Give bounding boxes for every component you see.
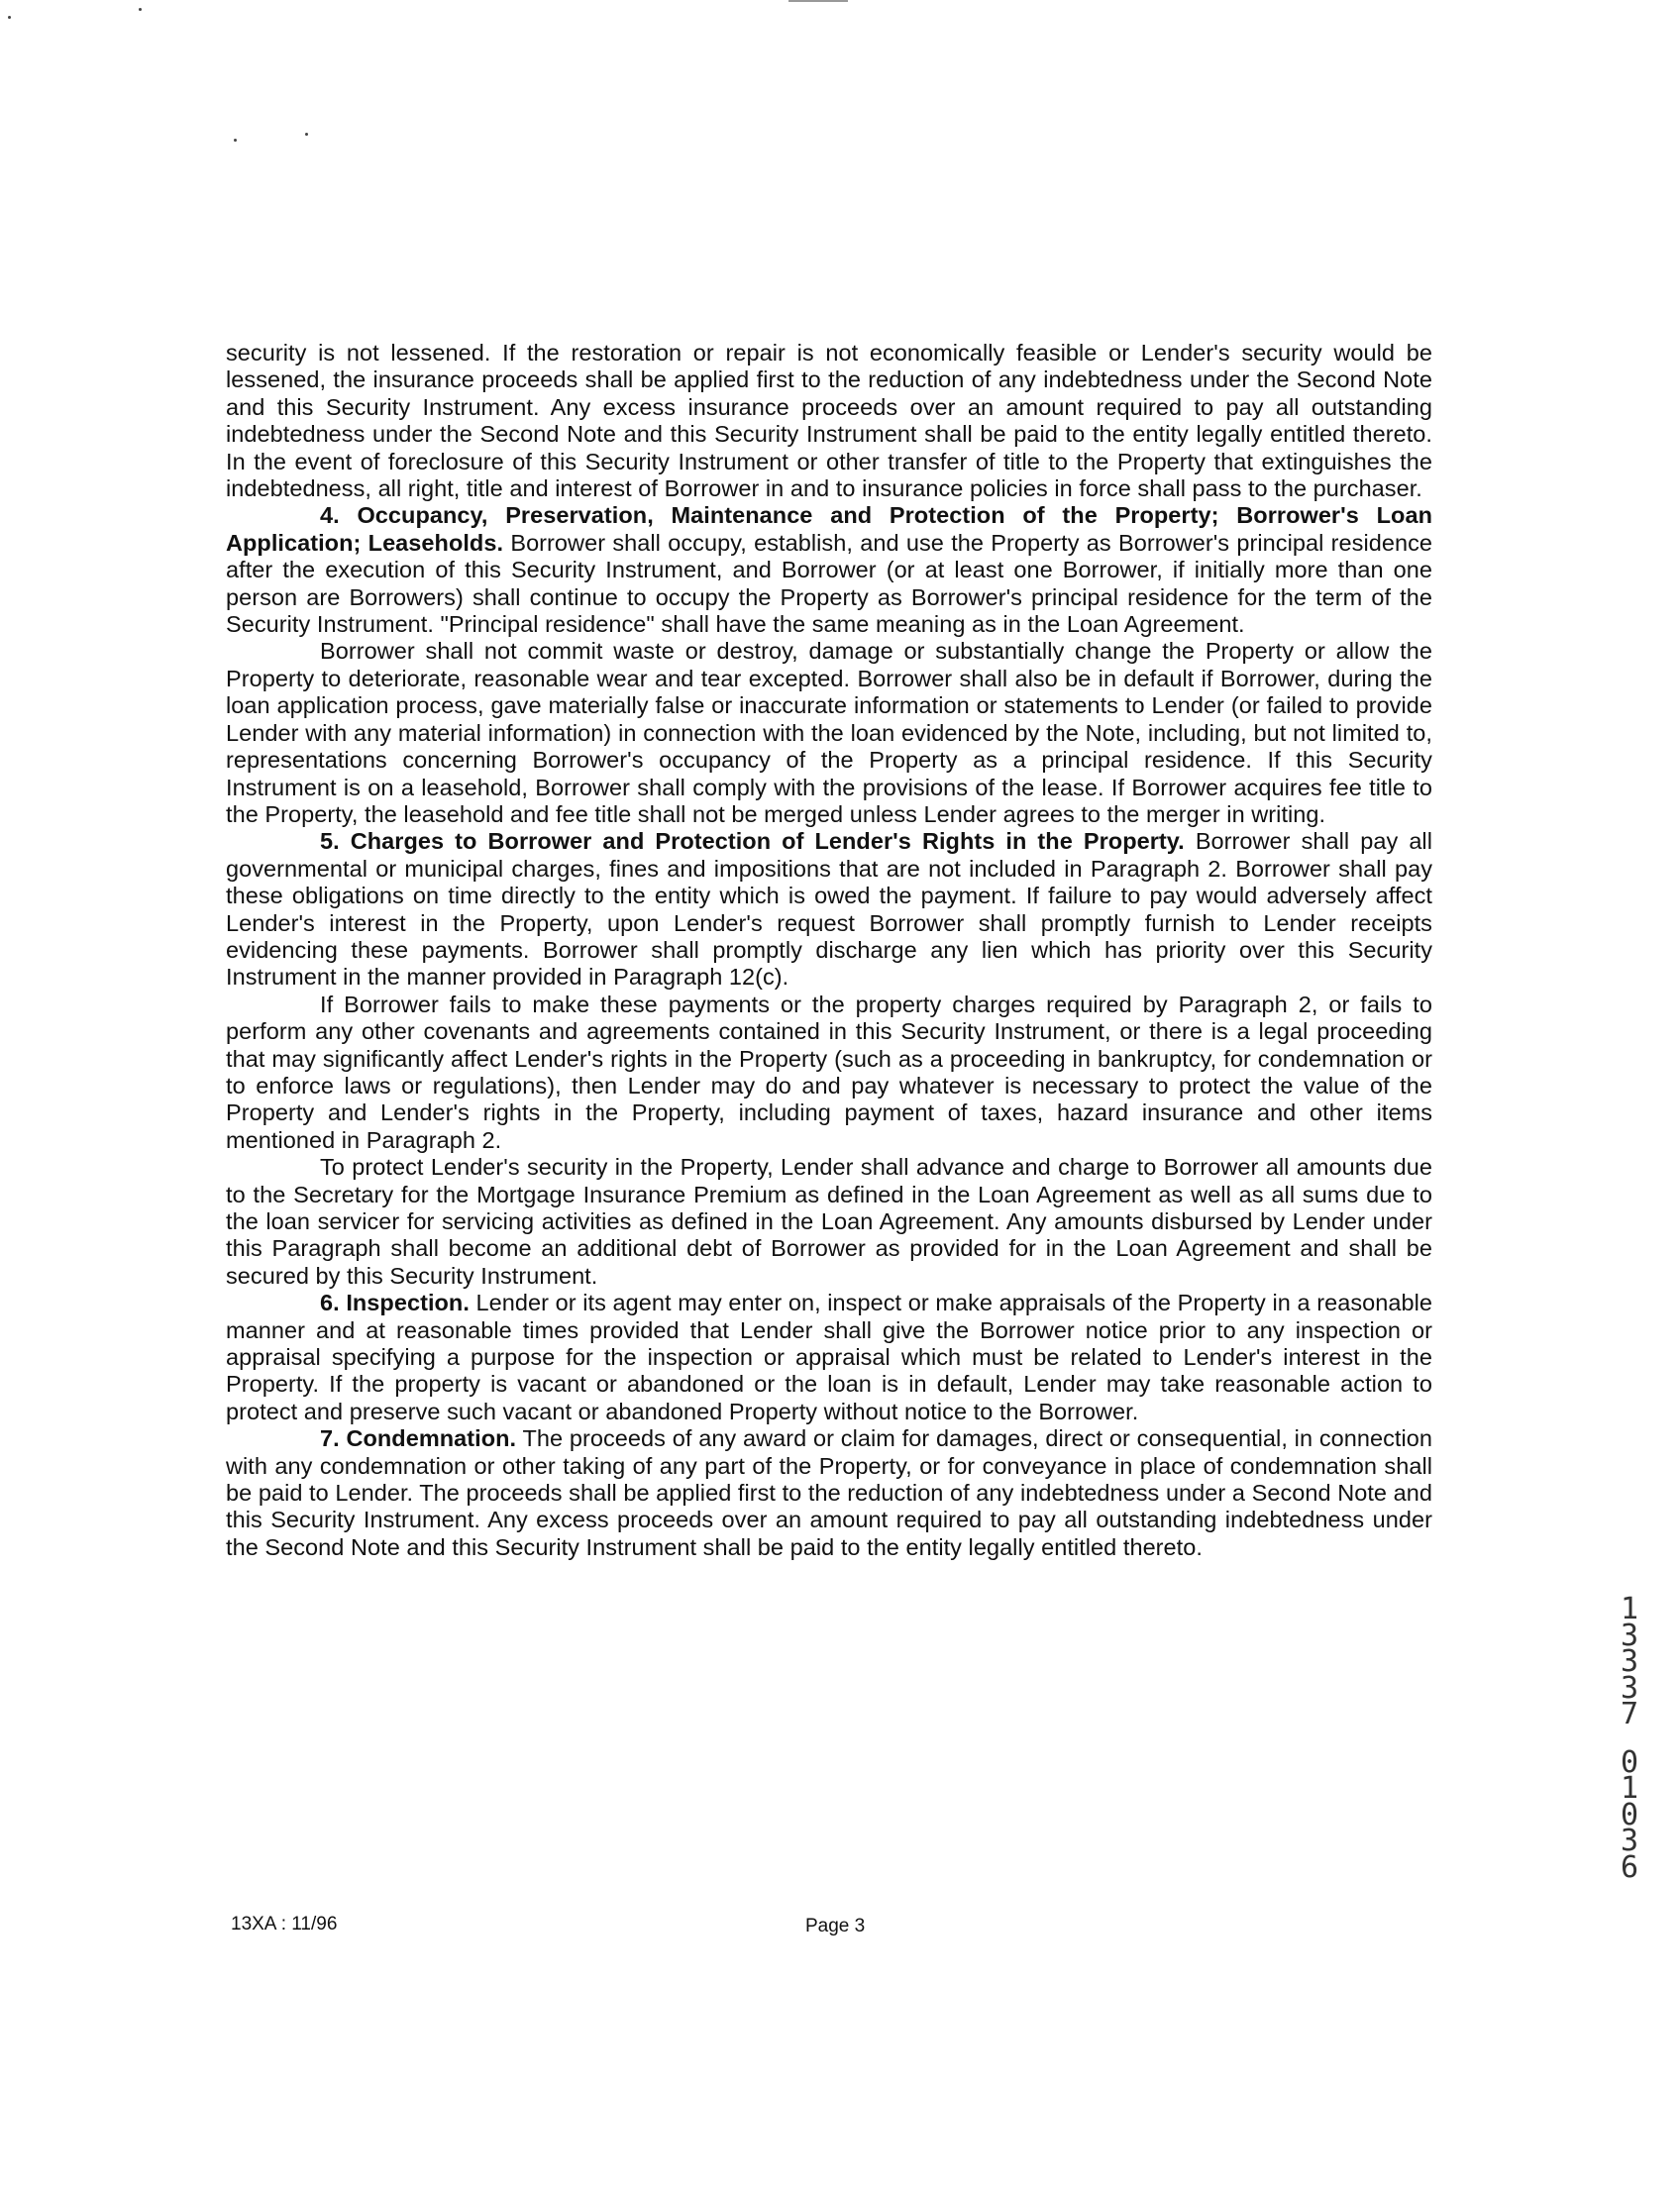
stamp-digit: 3 bbox=[1620, 1618, 1639, 1653]
paragraph-text: Borrower shall occupy, establish, and use the Property as Borrower's principal residence after the execution of this Security Instrument, and Borrower (or at least one Borrower, if initially more than one person are Borrowers) shall continue to occupy the Property as Borrower's principal residence for the term of the Security Instrument. "Principal residence" shall have the same meaning as in the Loan Agreement. bbox=[226, 529, 1432, 638]
scan-speck bbox=[305, 133, 308, 136]
paragraph-section-7 bbox=[226, 1425, 1432, 1561]
paragraph-insurance-continued bbox=[226, 340, 1432, 502]
paragraph-section-6 bbox=[226, 1290, 1432, 1425]
stamp-digit: 6 bbox=[1620, 1849, 1639, 1885]
paragraph-text: To protect Lender's security in the Property, Lender shall advance and charge to Borrower all amounts due to the Secretary for the Mortgage Insurance Premium as defined in the Loan Agreement as well as all sums due to the loan servicer for servicing activities as defined in the Loan Agreement. Any amounts disbursed by Lender under this Paragraph shall become an additional debt of Borrower as provided for in the Loan Agreement and shall be secured by this Security Instrument. bbox=[226, 1154, 1432, 1289]
stamp-digit: 3 bbox=[1620, 1824, 1639, 1858]
stamp-digit: 0 bbox=[1620, 1744, 1639, 1780]
page-number: Page 3 bbox=[805, 1916, 866, 1936]
stamp-digit: 0 bbox=[1620, 1797, 1639, 1832]
paragraph-section-5 bbox=[226, 828, 1432, 991]
form-code: 13XA : 11/96 bbox=[231, 1914, 338, 1935]
scan-speck bbox=[234, 139, 237, 142]
stamp-digit: 3 bbox=[1620, 1670, 1639, 1706]
scan-speck bbox=[139, 8, 142, 11]
scan-speck bbox=[8, 16, 11, 19]
section-title-condemnation: 7. Condemnation. bbox=[320, 1425, 517, 1452]
section-title-charges: 5. Charges to Borrower and Protection of Lender's Rights in the Property. bbox=[320, 828, 1185, 855]
paragraph-text: Borrower shall pay all governmental or municipal charges, fines and impositions that are not included in Paragraph 2. Borrower shall pay these obligations on time directly to the entity which is owed the payment. If failure to pay would adversely affect Lender's interest in the Property, upon Lender's request Borrower shall promptly furnish to Lender receipts evidencing these payments. Borrower shall promptly discharge any lien which has priority over this Security Instrument in the manner provided in Paragraph 12(c). bbox=[226, 828, 1432, 991]
section-title-occupancy: 4. Occupancy, Preservation, Maintenance and Protection of the Property; Borrower's Loan Application; Leaseholds. bbox=[226, 502, 1432, 556]
paragraph-text: The proceeds of any award or claim for damages, direct or consequential, in connection with any condemnation or other taking of any part of the Property, or for conveyance in place of condemnation shall be paid to Lender. The proceeds shall be applied first to the reduction of any indebtedness under a Second Note and this Security Instrument. Any excess proceeds over an amount required to pay all outstanding indebtedness under the Second Note and this Security Instrument shall be paid to the entity legally entitled thereto. bbox=[226, 1425, 1432, 1560]
document-body bbox=[226, 340, 1432, 1561]
paragraph-text: security is not lessened. If the restoration or repair is not economically feasible or Lender's security would be lessened, the insurance proceeds shall be applied first to the reduction of any indebtedness under the Second Note and this Security Instrument. Any excess insurance proceeds over an amount required to pay all outstanding indebtedness under the Second Note and this Security Instrument shall be paid to the entity legally entitled thereto. In the event of foreclosure of this Security Instrument or other transfer of title to the Property that extinguishes the indebtedness, all right, title and interest of Borrower in and to insurance policies in force shall pass to the purchaser. bbox=[226, 340, 1432, 502]
paragraph-failure-to-pay bbox=[226, 992, 1432, 1154]
paragraph-waste bbox=[226, 638, 1432, 828]
stamp-digit: 1 bbox=[1620, 1771, 1639, 1806]
paragraph-text: If Borrower fails to make these payments or the property charges required by Paragraph 2, or fails to perform any other covenants and agreements contained in this Security Instrument, or there is a legal proceeding that may significantly affect Lender's rights in the Property (such as a proceeding in bankruptcy, for condemnation or to enforce laws or regulations), then Lender may do and pay whatever is necessary to protect the value of the Property and Lender's rights in the Property, including payment of taxes, hazard insurance and other items mentioned in Paragraph 2. bbox=[226, 991, 1432, 1153]
stamp-digit: 3 bbox=[1620, 1644, 1639, 1679]
paragraph-protect-security bbox=[226, 1154, 1432, 1290]
section-title-inspection: 6. Inspection. bbox=[320, 1290, 470, 1316]
paragraph-text: Borrower shall not commit waste or destroy, damage or substantially change the Property or allow the Property to deteriorate, reasonable wear and tear excepted. Borrower shall also be in default if Borrower, during the loan application process, gave materially false or inaccurate information or statements to Lender (or failed to provide Lender with any material information) in connection with the loan evidenced by the Note, including, but not limited to, representations concerning Borrower's occupancy of the Property as a principal residence. If this Security Instrument is on a leasehold, Borrower shall comply with the provisions of the lease. If Borrower acquires fee title to the Property, the leasehold and fee title shall not be merged unless Lender agrees to the merger in writing. bbox=[226, 638, 1432, 827]
paragraph-section-4 bbox=[226, 502, 1432, 638]
scan-mark-top bbox=[788, 0, 848, 2]
stamp-digit: 7 bbox=[1620, 1697, 1639, 1731]
paragraph-text: Lender or its agent may enter on, inspect or make appraisals of the Property in a reasonable manner and at reasonable times provided that Lender shall give the Borrower notice prior to any inspection or appraisal specifying a purpose for the inspection or appraisal which must be related to Lender's interest in the Property. If the property is vacant or abandoned or the loan is in default, Lender may take reasonable action to protect and preserve such vacant or abandoned Property without notice to the Borrower. bbox=[226, 1290, 1432, 1424]
side-stamp-number bbox=[1613, 1592, 1646, 1885]
stamp-digit: 1 bbox=[1620, 1592, 1639, 1626]
